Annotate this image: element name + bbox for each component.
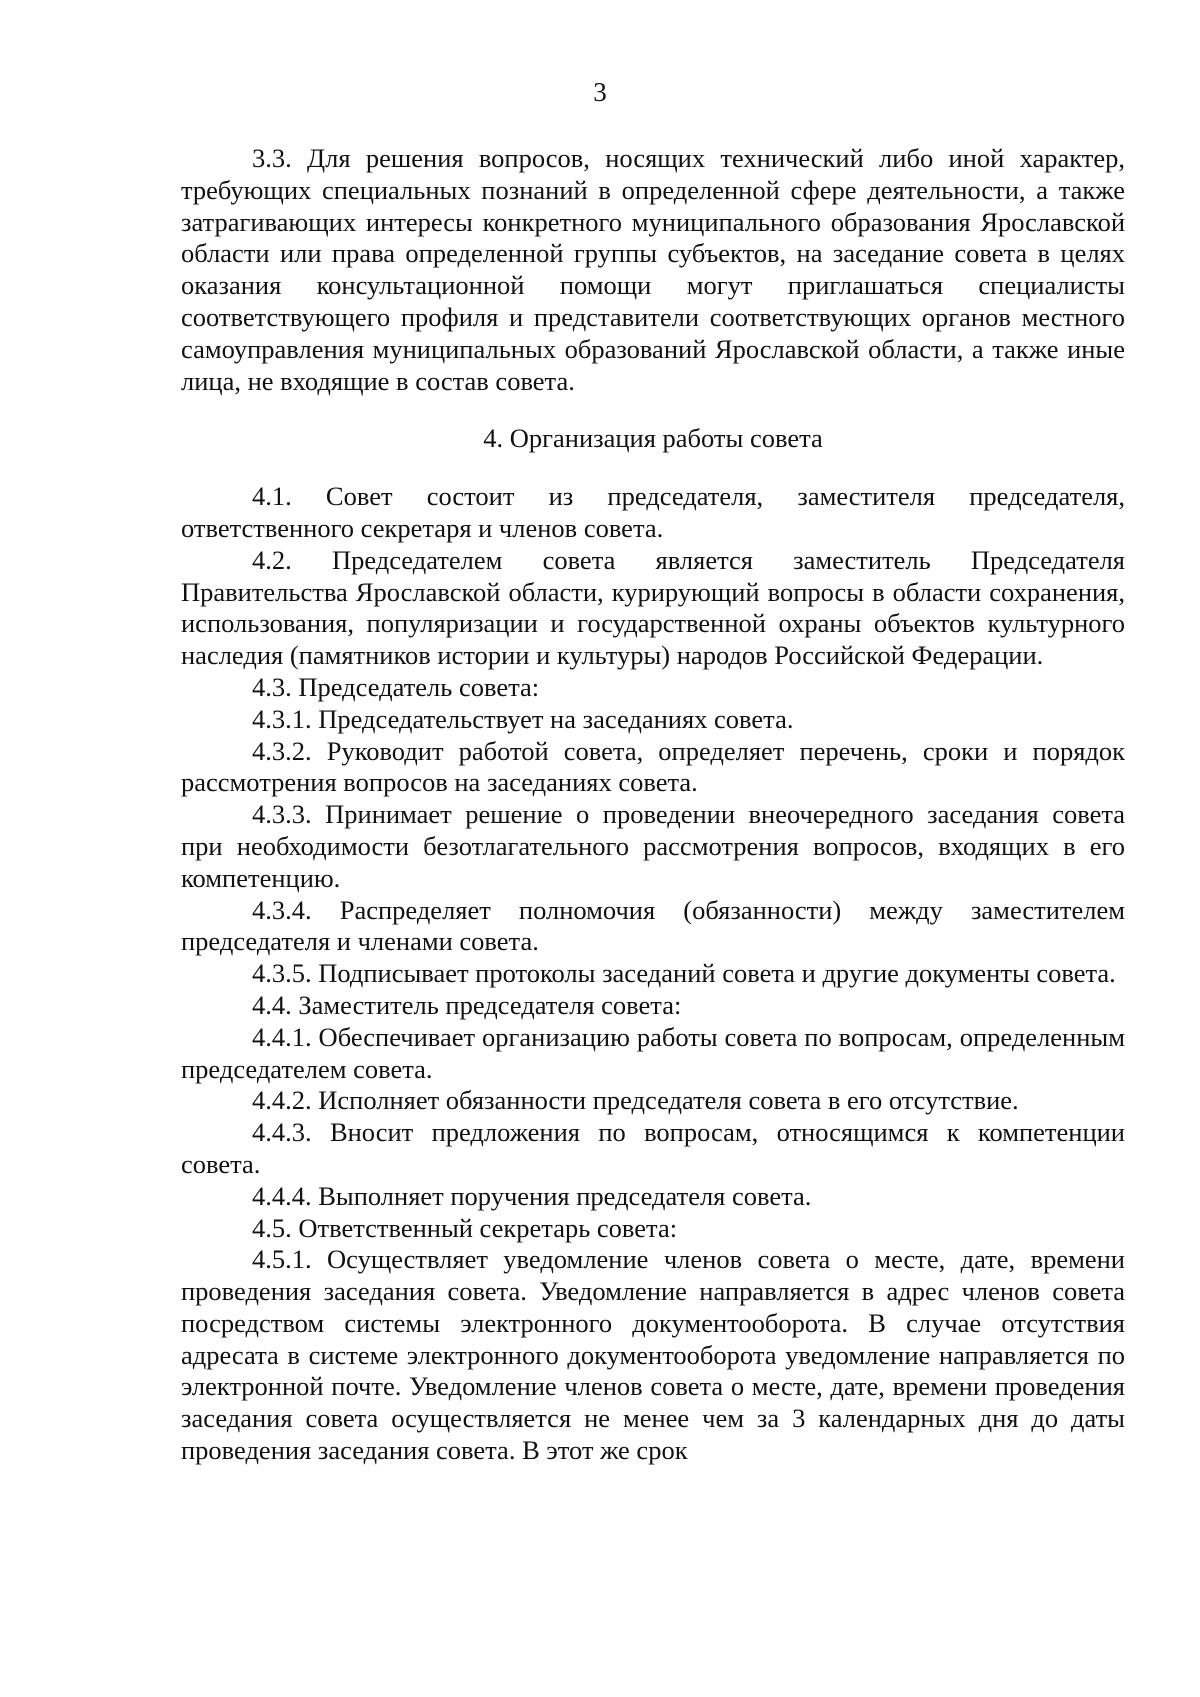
paragraph-3-3: 3.3. Для решения вопросов, носящих технический либо иной характер, требующих специальных познаний в определенной сфере деятельности, а также затрагивающих интересы конкретного муниципального образования Ярославской области или права определенной группы субъектов, на заседание совета в целях оказания консультационной помощи могут приглашаться специалисты соответствующего профиля и представители соответствующих органов местного самоуправления муниципальных образований Ярославской области, а также иные лица, не входящие в состав совета. [181, 143, 1125, 396]
paragraph-4-3-5: 4.3.5. Подписывает протоколы заседаний совета и другие документы совета. [252, 958, 1116, 989]
paragraph-4-3: 4.3. Председатель совета: [252, 671, 540, 702]
paragraph-4-3-3: 4.3.3. Принимает решение о проведении внеочередного заседания совета при необходимости безотлагательного рассмотрения вопросов, входящих в его компетенцию. [181, 799, 1125, 893]
paragraph-4-5-1: 4.5.1. Осуществляет уведомление членов совета о месте, дате, времени проведения заседания совета. Уведомление направляется в адрес членов совета посредством системы электронного документооборота. В случае отсутствия адресата в системе электронного документооборота уведомление направляется по электронной почте. Уведомление членов совета о месте, дате, времени проведения заседания совета осуществляется не менее чем за 3 календарных дня до даты проведения заседания совета. В этот же срок [181, 1244, 1125, 1466]
document-body [181, 143, 1125, 1467]
paragraph-4-1: 4.1. Совет состоит из председателя, заместителя председателя, ответственного секретаря и членов совета. [181, 481, 1125, 543]
paragraph-4-3-4: 4.3.4. Распределяет полномочия (обязанности) между заместителем председателя и членами совета. [181, 894, 1125, 957]
paragraph-4-4: 4.4. Заместитель председателя совета: [252, 989, 682, 1020]
paragraph-4-4-3: 4.4.3. Вносит предложения по вопросам, относящимся к компетенции совета. [181, 1117, 1125, 1179]
paragraph-4-3-1: 4.3.1. Председательствует на заседаниях совета. [252, 703, 794, 734]
paragraph-4-5: 4.5. Ответственный секретарь совета: [252, 1212, 678, 1243]
paragraph-4-4-1: 4.4.1. Обеспечивает организацию работы совета по вопросам, определенным председателем совета. [181, 1021, 1125, 1084]
section-4-heading: 4. Организация работы совета [483, 423, 823, 454]
paragraph-4-3-2: 4.3.2. Руководит работой совета, определяет перечень, сроки и порядок рассмотрения вопросов на заседаниях совета. [181, 735, 1125, 798]
paragraph-4-4-4: 4.4.4. Выполняет поручения председателя совета. [252, 1180, 812, 1211]
page-number: 3 [593, 77, 607, 107]
paragraph-4-4-2: 4.4.2. Исполняет обязанности председателя совета в его отсутствие. [252, 1085, 1019, 1116]
paragraph-4-2: 4.2. Председателем совета является заместитель Председателя Правительства Ярославской области, курирующий вопросы в области сохранения, использования, популяризации и государственной охраны объектов культурного наследия (памятников истории и культуры) народов Российской Федерации. [181, 544, 1125, 671]
